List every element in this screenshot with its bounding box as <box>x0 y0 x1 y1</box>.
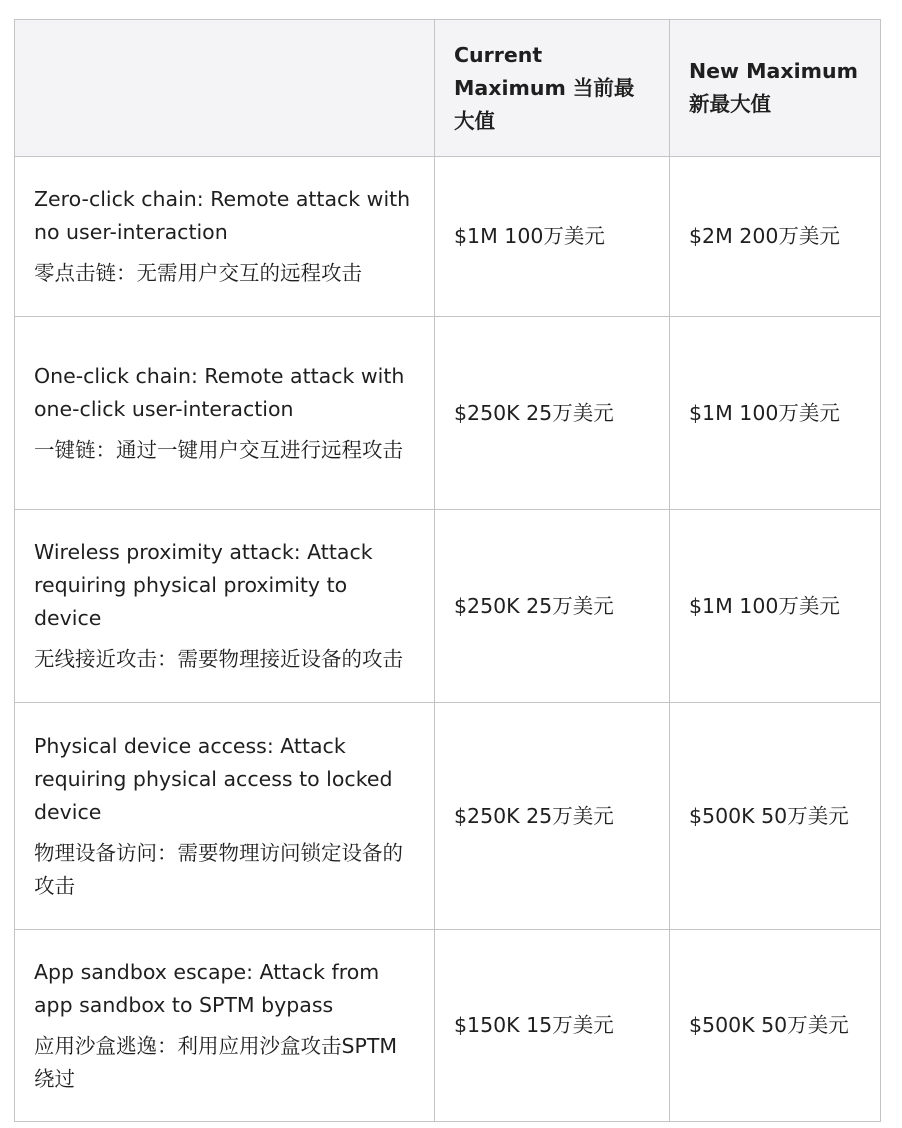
new-max-cell: $1M 100万美元 <box>670 510 881 703</box>
table-header <box>15 20 881 157</box>
category-cell <box>15 703 435 930</box>
category-cell <box>15 317 435 510</box>
header-row <box>15 20 881 157</box>
current-max-cell: $1M 100万美元 <box>435 157 670 317</box>
current-max-cell: $250K 25万美元 <box>435 317 670 510</box>
category-en: Wireless proximity attack: Attack requiring physical proximity to device <box>34 540 373 630</box>
category-zh: 物理设备访问：需要物理访问锁定设备的攻击 <box>34 840 403 898</box>
category-en: Zero-click chain: Remote attack with no user-interaction <box>34 187 411 244</box>
header-new-maximum: New Maximum 新最大值 <box>670 20 881 157</box>
new-max-cell: $1M 100万美元 <box>670 317 881 510</box>
category-zh: 一键链：通过一键用户交互进行远程攻击 <box>34 437 403 462</box>
new-max-cell: $500K 50万美元 <box>670 703 881 930</box>
current-max-cell: $250K 25万美元 <box>435 510 670 703</box>
table-row <box>15 930 881 1122</box>
category-en: One-click chain: Remote attack with one-click user-interaction <box>34 363 405 421</box>
category-zh: 无线接近攻击：需要物理接近设备的攻击 <box>34 647 403 671</box>
category-zh: 应用沙盒逃逸：利用应用沙盒攻击SPTM 绕过 <box>34 1033 398 1091</box>
bounty-table <box>14 19 881 1122</box>
header-category <box>15 20 435 157</box>
header-current-maximum: Current Maximum 当前最大值 <box>435 20 670 157</box>
category-cell <box>15 510 435 703</box>
new-max-cell: $500K 50万美元 <box>670 930 881 1122</box>
current-max-cell: $250K 25万美元 <box>435 703 670 930</box>
table-body <box>15 157 881 1122</box>
category-en: App sandbox escape: Attack from app sandbox to SPTM bypass <box>34 959 380 1017</box>
table-row <box>15 157 881 317</box>
new-max-cell: $2M 200万美元 <box>670 157 881 317</box>
category-zh: 零点击链：无需用户交互的远程攻击 <box>34 261 362 285</box>
category-en: Physical device access: Attack requiring physical access to locked device <box>34 733 393 824</box>
category-cell <box>15 157 435 317</box>
category-cell <box>15 930 435 1122</box>
table-row <box>15 703 881 930</box>
table-row <box>15 510 881 703</box>
table-row <box>15 317 881 510</box>
current-max-cell: $150K 15万美元 <box>435 930 670 1122</box>
